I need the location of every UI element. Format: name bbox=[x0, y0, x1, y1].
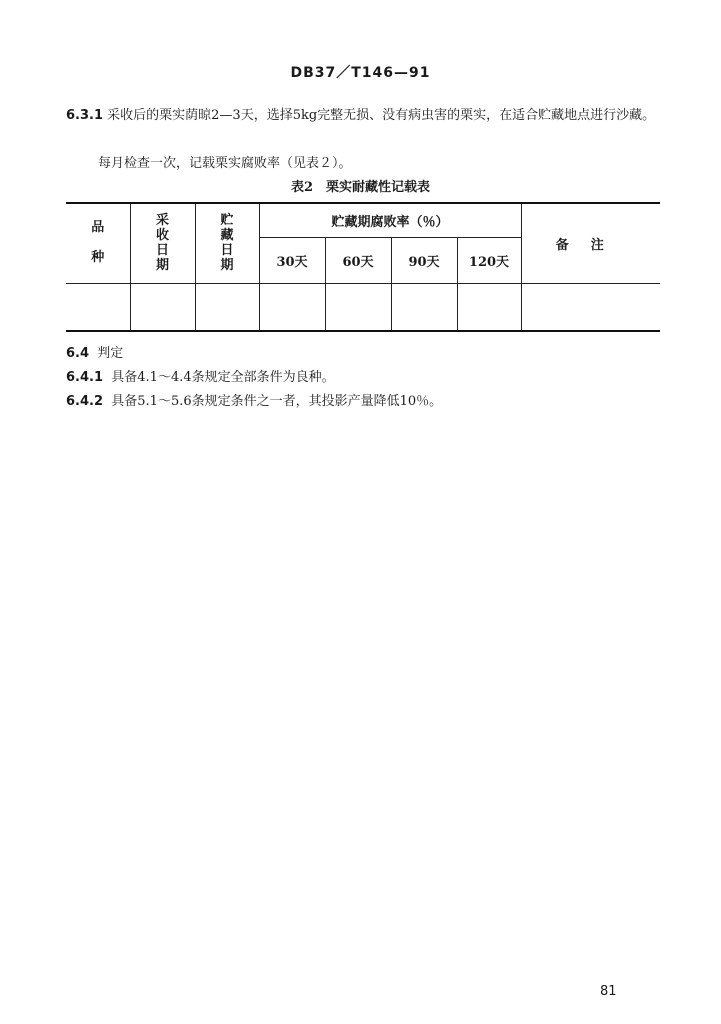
table-caption: 表2 栗实耐藏性记载表 bbox=[290, 180, 431, 195]
section-number: 6.4.1 bbox=[66, 370, 104, 385]
section-text: 具备5.1～5.6条规定条件之一者，其投影产量降低10％。 bbox=[111, 394, 443, 409]
header-rot-rate: 贮藏期腐败率（％） bbox=[259, 203, 521, 237]
header-60-days: 60天 bbox=[325, 237, 391, 283]
section-title: 判定 bbox=[97, 346, 124, 361]
section-number: 6.4.2 bbox=[66, 394, 104, 409]
section-6-3-1 bbox=[66, 104, 666, 128]
header-30-days: 30天 bbox=[259, 237, 325, 283]
section-text: 具备4.1～4.4条规定全部条件为良种。 bbox=[111, 370, 335, 385]
storage-record-table bbox=[66, 202, 660, 332]
section-text: 采收后的栗实荫晾2—3天，选择5kg完整无损、没有病虫害的栗实，在适合贮藏地点进行沙藏。 bbox=[107, 108, 656, 123]
header-120-days: 120天 bbox=[457, 237, 521, 283]
empty-cell bbox=[130, 283, 195, 331]
empty-cell bbox=[325, 283, 391, 331]
empty-cell bbox=[66, 283, 130, 331]
section-6-4-2 bbox=[66, 390, 442, 409]
empty-cell bbox=[259, 283, 325, 331]
header-remarks: 备注 bbox=[521, 203, 660, 283]
page-number: 81 bbox=[600, 984, 617, 999]
empty-cell bbox=[457, 283, 521, 331]
section-number: 6.3.1 bbox=[66, 108, 104, 123]
table-row bbox=[66, 283, 660, 331]
empty-cell bbox=[521, 283, 660, 331]
header-variety: 品种 bbox=[66, 203, 130, 283]
empty-cell bbox=[195, 283, 259, 331]
header-storage-date: 贮藏日期 bbox=[195, 203, 259, 283]
standard-code-header: DB37／T146—91 bbox=[290, 65, 431, 81]
header-harvest-date: 采收日期 bbox=[130, 203, 195, 283]
section-6-4-1 bbox=[66, 366, 335, 385]
section-number: 6.4 bbox=[66, 346, 90, 361]
header-90-days: 90天 bbox=[391, 237, 457, 283]
check-paragraph: 每月检查一次，记载栗实腐败率（见表２）。 bbox=[98, 156, 352, 171]
empty-cell bbox=[391, 283, 457, 331]
section-6-4 bbox=[66, 342, 123, 361]
